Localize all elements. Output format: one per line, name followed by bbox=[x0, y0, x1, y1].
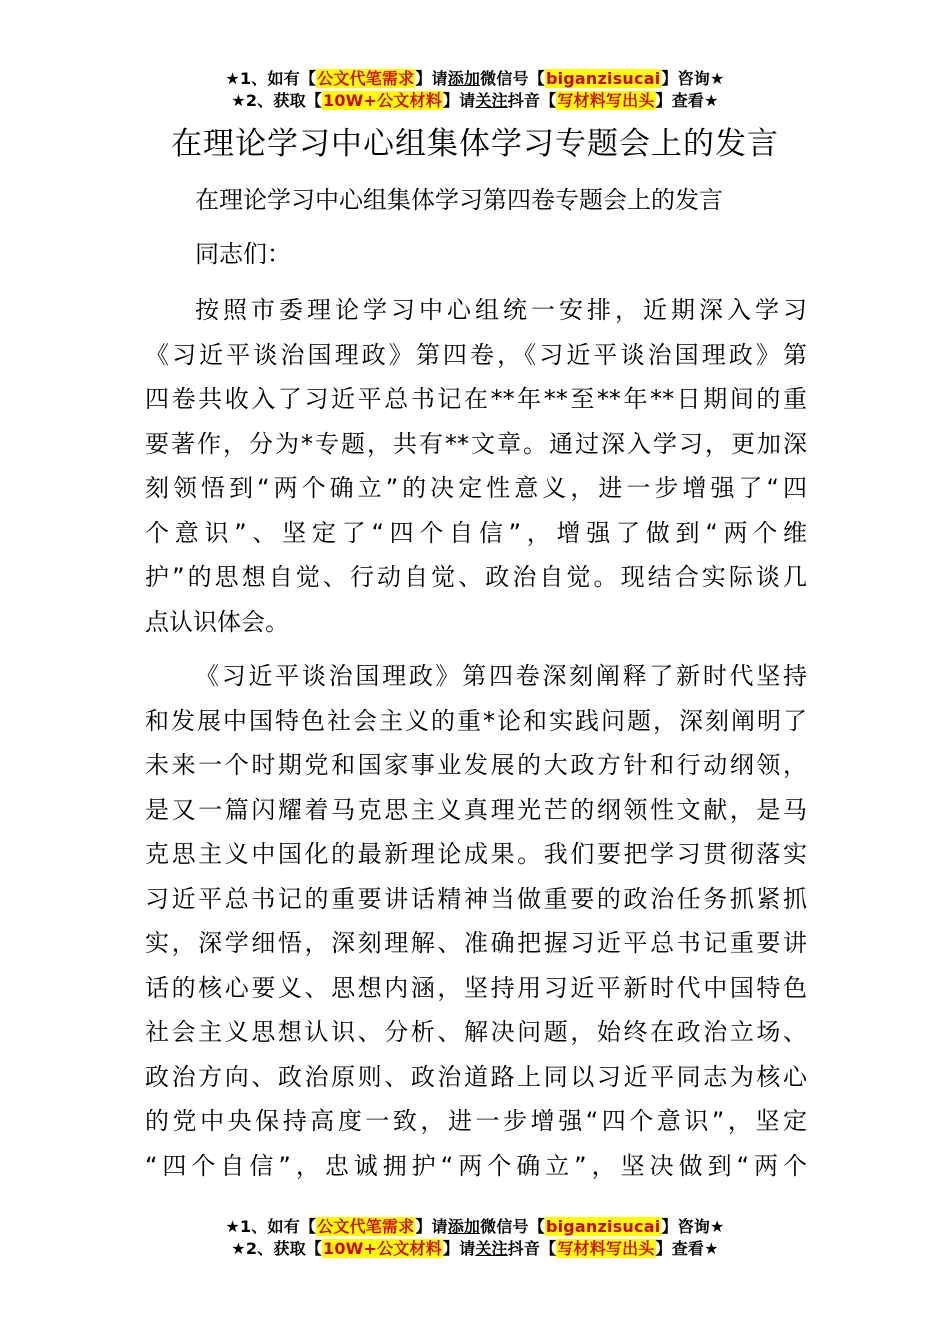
paragraph-line: “四个自信”，忠诚拥护“两个确立”，坚决做到“两个 bbox=[145, 1151, 807, 1180]
banner-line-2: ★2、获取【10W+公文材料】请关注抖音【写材料写出头】查看★ bbox=[231, 91, 719, 110]
paragraph-line: 按照市委理论学习中心组统一安排，近期深入学习 bbox=[195, 296, 807, 324]
paragraph-line: 护”的思想自觉、行动自觉、政治自觉。现结合实际谈几 bbox=[145, 563, 807, 591]
bottom-banner bbox=[0, 1216, 950, 1260]
paragraph-line: 习近平总书记的重要讲话精神当做重要的政治任务抓紧抓 bbox=[145, 884, 807, 913]
paragraph-line: 要著作，分为*专题，共有**文章。通过深入学习，更加深 bbox=[145, 429, 807, 458]
top-banner bbox=[0, 68, 950, 112]
paragraph-line: 话的核心要义、思想内涵，坚持用习近平新时代中国特色 bbox=[145, 973, 807, 1002]
salutation: 同志们： bbox=[195, 240, 291, 268]
paragraph-line: 克思主义中国化的最新理论成果。我们要把学习贯彻落实 bbox=[145, 840, 807, 868]
paragraph-line: 是又一篇闪耀着马克思主义真理光芒的纲领性文献，是马 bbox=[145, 795, 807, 824]
highlight-service: 公文代笔需求 bbox=[317, 1217, 415, 1236]
paragraph-line: 实，深学细悟，深刻理解、准确把握习近平总书记重要讲 bbox=[145, 929, 807, 957]
paragraph-line: 的党中央保持高度一致，进一步增强“四个意识”，坚定 bbox=[145, 1107, 807, 1135]
highlight-wechat-id: biganzisucai bbox=[545, 1217, 661, 1236]
paragraph-line: 《习近平谈治国理政》第四卷，《习近平谈治国理政》第 bbox=[145, 340, 807, 369]
paragraph-line: 个意识”、坚定了“四个自信”，增强了做到“两个维 bbox=[145, 518, 807, 547]
paragraph-line: 《习近平谈治国理政》第四卷深刻阐释了新时代坚持 bbox=[195, 662, 807, 690]
highlight-wechat-id: biganzisucai bbox=[545, 69, 661, 88]
paragraph-line: 未来一个时期党和国家事业发展的大政方针和行动纲领， bbox=[145, 751, 807, 779]
highlight-materials: 10W+公文材料 bbox=[322, 1239, 442, 1258]
paragraph-2 bbox=[145, 654, 807, 1188]
paragraph-line: 点认识体会。 bbox=[145, 607, 289, 636]
highlight-materials: 10W+公文材料 bbox=[322, 91, 442, 110]
paragraph-line: 四卷共收入了习近平总书记在**年**至**年**日期间的重 bbox=[145, 385, 807, 413]
document-title: 在理论学习中心组集体学习专题会上的发言 bbox=[171, 126, 779, 162]
document-subtitle: 在理论学习中心组集体学习第四卷专题会上的发言 bbox=[195, 186, 723, 214]
highlight-douyin: 写材料写出头 bbox=[557, 1239, 655, 1258]
paragraph-1 bbox=[145, 288, 807, 644]
banner-line-1: ★1、如有【公文代笔需求】请添加微信号【biganzisucai】咨询★ bbox=[225, 1217, 725, 1236]
highlight-service: 公文代笔需求 bbox=[317, 69, 415, 88]
paragraph-line: 政治方向、政治原则、政治道路上同以习近平同志为核心 bbox=[145, 1062, 807, 1091]
paragraph-line: 刻领悟到“两个确立”的决定性意义，进一步增强了“四 bbox=[145, 474, 807, 502]
paragraph-line: 社会主义思想认识、分析、解决问题，始终在政治立场、 bbox=[145, 1018, 807, 1046]
paragraph-line: 和发展中国特色社会主义的重*论和实践问题，深刻阐明了 bbox=[145, 706, 807, 735]
banner-line-1: ★1、如有【公文代笔需求】请添加微信号【biganzisucai】咨询★ bbox=[225, 69, 725, 88]
highlight-douyin: 写材料写出头 bbox=[557, 91, 655, 110]
banner-line-2: ★2、获取【10W+公文材料】请关注抖音【写材料写出头】查看★ bbox=[231, 1239, 719, 1258]
